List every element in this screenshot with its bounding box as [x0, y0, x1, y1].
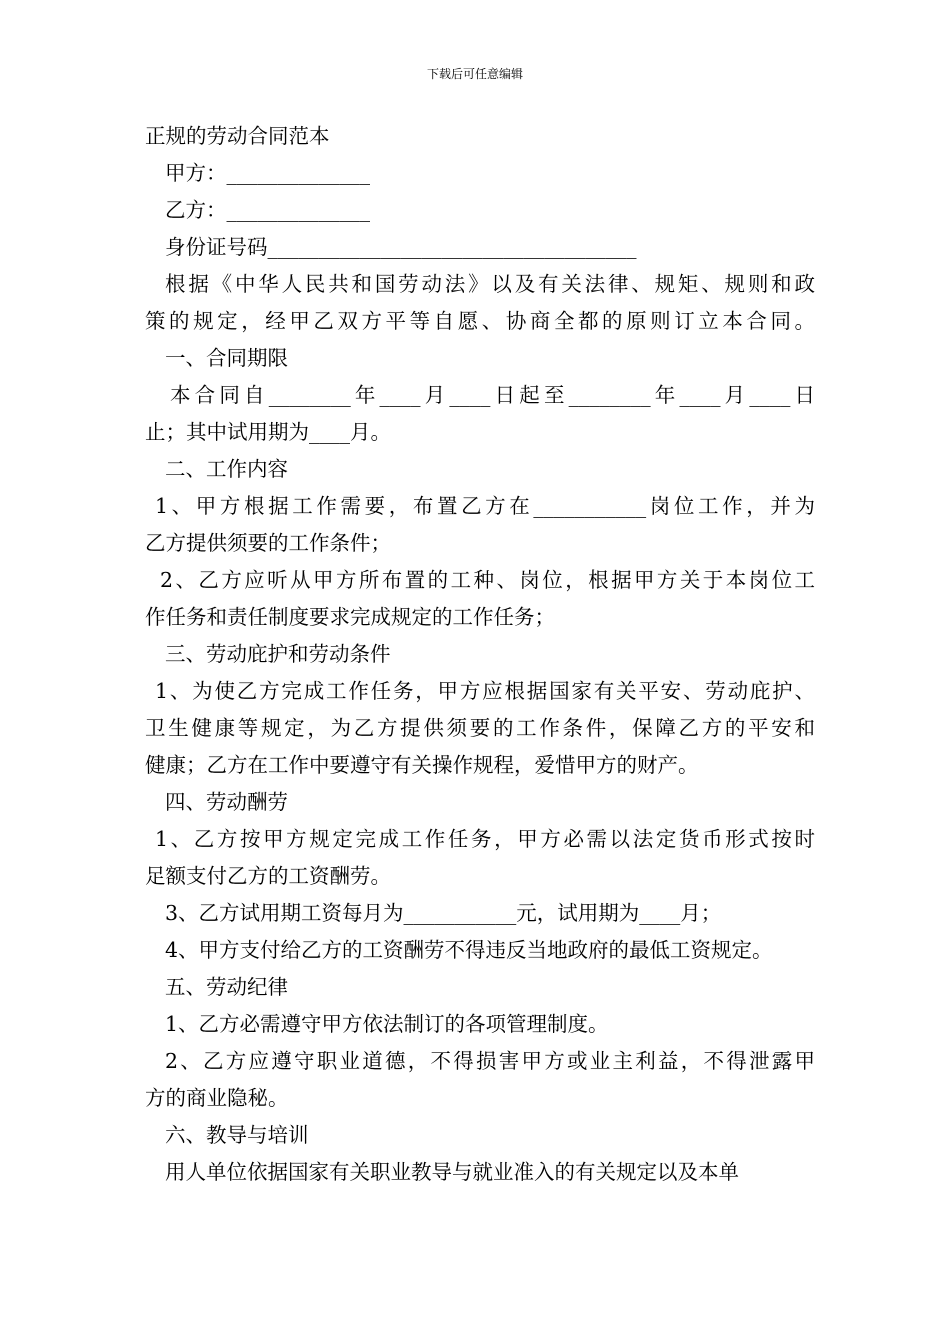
pay-clause-line: 3、乙方试用期工资每月为___________元，试用期为____月； [165, 901, 722, 925]
id-number-field: 身份证号码____________________________________ [165, 235, 637, 259]
party-b-field: 乙方：______________ [165, 198, 370, 222]
term-paragraph-line: 本合同自________年____月____日起至________年____月____日 [170, 383, 815, 407]
work-clause-line: 乙方提供须要的工作条件； [145, 531, 391, 555]
pay-clause-line: 足额支付乙方的工资酬劳。 [145, 864, 391, 888]
contract-body [145, 118, 815, 1191]
section-heading-term: 一、合同期限 [165, 346, 288, 370]
pay-clause-line: 1、乙方按甲方规定完成工作任务，甲方必需以法定货币形式按时 [155, 827, 815, 851]
protection-clause-line: 卫生健康等规定，为乙方提供须要的工作条件，保障乙方的平安和 [145, 716, 815, 740]
party-a-field: 甲方：______________ [165, 161, 370, 185]
section-heading-training: 六、教导与培训 [165, 1123, 309, 1147]
section-heading-discipline: 五、劳动纪律 [165, 975, 288, 999]
page-header-note: 下载后可任意编辑 [426, 67, 523, 81]
work-clause-line: 1、甲方根据工作需要，布置乙方在___________岗位工作，并为 [155, 494, 815, 518]
section-heading-pay: 四、劳动酬劳 [165, 790, 288, 814]
discipline-clause-line: 方的商业隐秘。 [145, 1086, 289, 1110]
intro-paragraph-line: 策的规定，经甲乙双方平等自愿、协商全都的原则订立本合同。 [145, 309, 815, 333]
work-clause-line: 作任务和责任制度要求完成规定的工作任务； [145, 605, 555, 629]
term-paragraph-line: 止；其中试用期为____月。 [145, 420, 391, 444]
document-title: 正规的劳动合同范本 [145, 124, 330, 148]
work-clause-line: 2、乙方应听从甲方所布置的工种、岗位，根据甲方关于本岗位工 [160, 568, 815, 592]
pay-clause-line: 4、甲方支付给乙方的工资酬劳不得违反当地政府的最低工资规定。 [165, 938, 773, 962]
section-heading-work: 二、工作内容 [165, 457, 288, 481]
discipline-clause-line: 1、乙方必需遵守甲方依法制订的各项管理制度。 [165, 1012, 609, 1036]
protection-clause-line: 健康；乙方在工作中要遵守有关操作规程，爱惜甲方的财产。 [145, 753, 699, 777]
discipline-clause-line: 2、乙方应遵守职业道德，不得损害甲方或业主利益，不得泄露甲 [165, 1049, 815, 1073]
section-heading-protection: 三、劳动庇护和劳动条件 [165, 642, 391, 666]
intro-paragraph-line: 根据《中华人民共和国劳动法》以及有关法律、规矩、规则和政 [165, 272, 815, 296]
protection-clause-line: 1、为使乙方完成工作任务，甲方应根据国家有关平安、劳动庇护、 [155, 679, 815, 703]
training-clause-line: 用人单位依据国家有关职业教导与就业准入的有关规定以及本单 [165, 1160, 739, 1184]
